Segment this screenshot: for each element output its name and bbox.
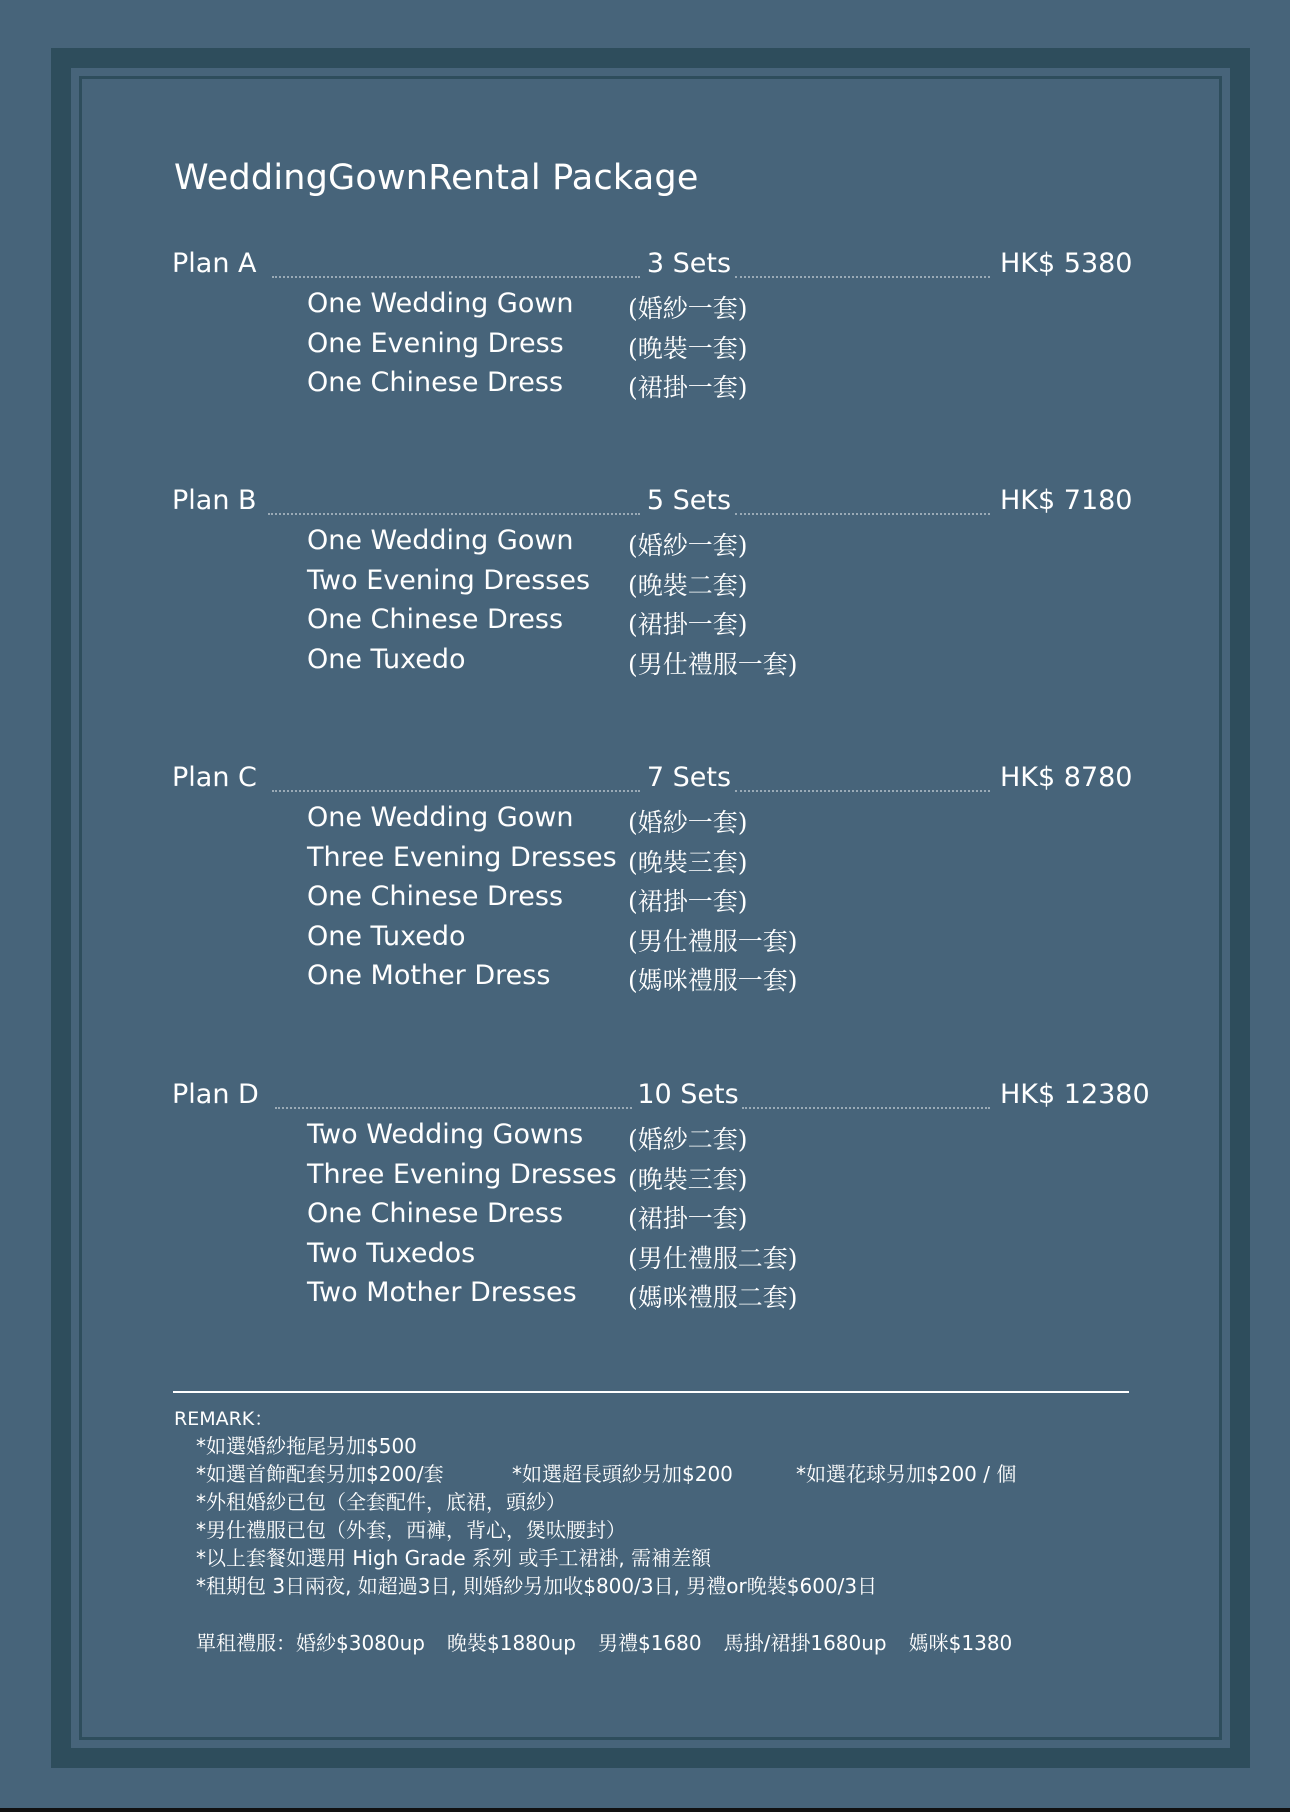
plan-1	[0, 485, 1290, 683]
plan-price: HK$ 5380	[1000, 248, 1133, 279]
plan-items	[0, 525, 1290, 683]
item-chinese: (晚裝二套)	[628, 570, 748, 600]
remark-text: *如選婚紗拖尾另加$500	[196, 1434, 417, 1458]
list-item	[0, 1277, 1290, 1317]
item-chinese: (婚紗二套)	[628, 1125, 748, 1154]
item-english: Three Evening Dresses	[307, 841, 617, 873]
item-chinese: (婚紗一套)	[628, 531, 748, 560]
item-english: One Chinese Dress	[307, 604, 564, 635]
item-chinese: (裙掛一套)	[628, 1204, 748, 1233]
item-chinese: (男仕禮服二套)	[628, 1243, 798, 1273]
item-english: One Wedding Gown	[307, 525, 574, 556]
item-english: Two Evening Dresses	[307, 564, 591, 596]
item-english: Three Evening Dresses	[307, 1158, 617, 1190]
remark-text: *男仕禮服已包（外套，西褲，背心，煲呔腰封）	[196, 1518, 626, 1542]
list-item	[0, 960, 1290, 1000]
list-item	[0, 328, 1290, 368]
item-english: One Wedding Gown	[307, 288, 574, 319]
item-chinese: (裙掛一套)	[628, 887, 748, 916]
item-english: One Chinese Dress	[307, 1198, 564, 1229]
plan-header	[0, 485, 1290, 525]
plan-header	[0, 1079, 1290, 1119]
single-rental-price: 馬掛/裙掛1680up	[723, 1631, 887, 1655]
plan-price: HK$ 8780	[1000, 762, 1133, 793]
list-item	[0, 1159, 1290, 1199]
list-item	[0, 1238, 1290, 1278]
list-item	[0, 921, 1290, 961]
item-chinese: (婚紗一套)	[628, 294, 748, 323]
dotted-leader	[735, 790, 990, 792]
plan-header	[0, 248, 1290, 288]
plan-sets: 10 Sets	[637, 1079, 739, 1110]
remark-text: *外租婚紗已包（全套配件，底裙，頭紗）	[196, 1490, 566, 1514]
item-chinese: (男仕禮服一套)	[628, 649, 798, 679]
dotted-leader	[268, 513, 640, 515]
plan-name: Plan C	[172, 762, 257, 793]
plan-items	[0, 1119, 1290, 1317]
divider	[173, 1391, 1129, 1393]
single-rental-price: 晚裝$1880up	[447, 1631, 576, 1655]
plan-name: Plan B	[172, 485, 257, 516]
item-chinese: (男仕禮服一套)	[628, 926, 798, 956]
list-item	[0, 1119, 1290, 1159]
item-english: One Tuxedo	[307, 920, 466, 952]
list-item	[0, 842, 1290, 882]
single-rental-price: 男禮$1680	[598, 1631, 702, 1655]
plan-items	[0, 802, 1290, 1000]
plan-price: HK$ 7180	[1000, 485, 1133, 516]
list-item	[0, 802, 1290, 842]
dotted-leader	[735, 513, 990, 515]
item-chinese: (晚裝一套)	[628, 333, 748, 363]
remark-title: REMARK：	[174, 1408, 274, 1430]
item-english: Two Tuxedos	[307, 1237, 476, 1269]
list-item	[0, 881, 1290, 921]
single-rental-price: 媽咪$1380	[908, 1631, 1013, 1655]
list-item	[0, 367, 1290, 407]
item-english: Two Wedding Gowns	[307, 1119, 584, 1150]
plan-3	[0, 1079, 1290, 1317]
list-item	[0, 1198, 1290, 1238]
dotted-leader	[742, 1107, 990, 1109]
item-english: One Evening Dress	[307, 327, 564, 359]
item-english: One Mother Dress	[307, 960, 551, 991]
item-english: Two Mother Dresses	[307, 1277, 577, 1308]
remark-text: *以上套餐如選用 High Grade 系列 或手工裙褂, 需補差額	[196, 1546, 712, 1570]
remark-text: *租期包 3日兩夜, 如超過3日, 則婚紗另加收$800/3日, 男禮or晚裝$600/3日	[196, 1574, 878, 1598]
plan-name: Plan D	[172, 1079, 259, 1110]
item-english: One Wedding Gown	[307, 802, 574, 833]
remark-text: *如選首飾配套另加$200/套	[196, 1462, 444, 1486]
plan-price: HK$ 12380	[1000, 1079, 1150, 1110]
list-item	[0, 644, 1290, 684]
plan-name: Plan A	[172, 248, 257, 279]
item-chinese: (婚紗一套)	[628, 808, 748, 837]
plan-header	[0, 762, 1290, 802]
dotted-leader	[735, 276, 990, 278]
remark-text: *如選超長頭紗另加$200	[512, 1462, 733, 1486]
dotted-leader	[272, 790, 640, 792]
item-english: One Chinese Dress	[307, 367, 564, 398]
bottom-edge	[0, 1808, 1290, 1812]
plan-sets: 7 Sets	[646, 762, 732, 793]
plan-sets: 3 Sets	[646, 248, 732, 279]
list-item	[0, 604, 1290, 644]
list-item	[0, 525, 1290, 565]
remark-text: *如選花球另加$200 / 個	[796, 1462, 1017, 1486]
item-chinese: (晚裝三套)	[628, 847, 748, 877]
item-chinese: (裙掛一套)	[628, 373, 748, 402]
single-rental-prices	[196, 1627, 1034, 1656]
item-english: One Chinese Dress	[307, 881, 564, 912]
plan-0	[0, 248, 1290, 407]
item-english: One Tuxedo	[307, 643, 466, 675]
single-rental-price: 單租禮服：婚紗$3080up	[196, 1631, 425, 1655]
item-chinese: (晚裝三套)	[628, 1164, 748, 1194]
dotted-leader	[272, 276, 640, 278]
dotted-leader	[275, 1107, 632, 1109]
list-item	[0, 565, 1290, 605]
plan-2	[0, 762, 1290, 1000]
item-chinese: (媽咪禮服一套)	[628, 966, 798, 995]
plan-sets: 5 Sets	[646, 485, 732, 516]
list-item	[0, 288, 1290, 328]
page-title: WeddingGownRental Package	[174, 158, 699, 198]
item-chinese: (媽咪禮服二套)	[628, 1283, 798, 1312]
item-chinese: (裙掛一套)	[628, 610, 748, 639]
plan-items	[0, 288, 1290, 407]
